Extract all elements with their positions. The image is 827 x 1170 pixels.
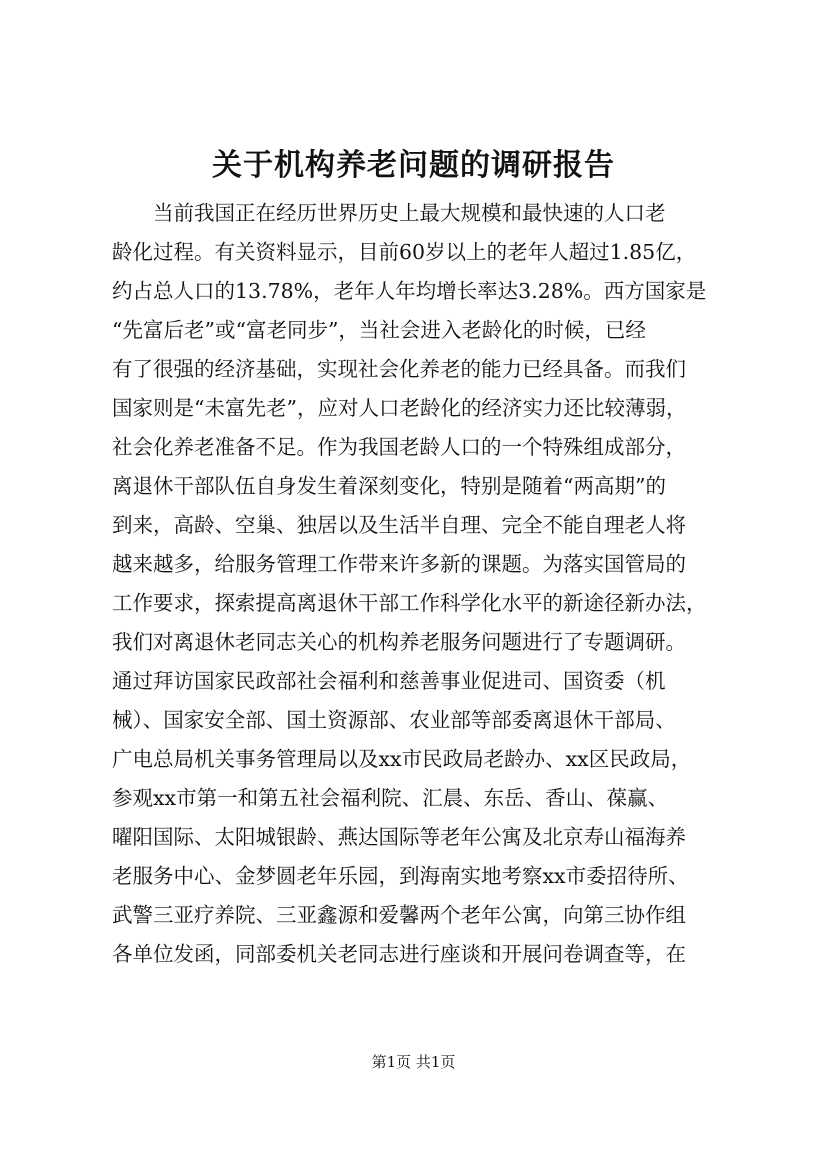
paragraph-line: 工作要求，探索提高离退休干部工作科学化水平的新途径新办法， xyxy=(112,591,707,615)
paragraph-line: 曜阳国际、太阳城银龄、燕达国际等老年公寓及北京寿山福海养 xyxy=(112,825,686,849)
paragraph-line: 龄化过程。有关资料显示，目前60岁以上的老年人超过1.85亿， xyxy=(112,240,697,264)
paragraph-line: 广电总局机关事务管理局以及xx市民政局老龄办、xx区民政局， xyxy=(112,747,692,771)
paragraph-line: 当前我国正在经历世界历史上最大规模和最快速的人口老 xyxy=(153,201,666,225)
page-number-footer: 第1页 共1页 xyxy=(371,1053,456,1071)
paragraph-line: 社会化养老准备不足。作为我国老龄人口的一个特殊组成部分， xyxy=(112,435,686,459)
paragraph-line: “先富后老”或“富老同步”，当社会进入老龄化的时候，已经 xyxy=(112,318,646,342)
paragraph-line: 到来，高龄、空巢、独居以及生活半自理、完全不能自理老人将 xyxy=(112,513,686,537)
paragraph-line: 老服务中心、金梦圆老年乐园，到海南实地考察xx市委招待所、 xyxy=(112,864,689,888)
paragraph-line: 越来越多，给服务管理工作带来许多新的课题。为落实国管局的 xyxy=(112,552,686,576)
paragraph-line: 武警三亚疗养院、三亚鑫源和爱馨两个老年公寓，向第三协作组 xyxy=(112,903,686,927)
paragraph-line: 参观xx市第一和第五社会福利院、汇晨、东岳、香山、葆赢、 xyxy=(112,786,669,810)
paragraph-line: 离退休干部队伍自身发生着深刻变化，特别是随着“两高期”的 xyxy=(112,474,666,498)
paragraph-line: 我们对离退休老同志关心的机构养老服务问题进行了专题调研。 xyxy=(112,630,686,654)
paragraph-line: 通过拜访国家民政部社会福利和慈善事业促进司、国资委（机 xyxy=(112,669,666,693)
paragraph-line: 约占总人口的13.78%，老年人年均增长率达3.28%。西方国家是 xyxy=(112,279,707,303)
paragraph-line: 国家则是“未富先老”，应对人口老龄化的经济实力还比较薄弱， xyxy=(112,396,687,420)
paragraph-line: 有了很强的经济基础，实现社会化养老的能力已经具备。而我们 xyxy=(112,357,686,381)
paragraph-line: 械）、国家安全部、国土资源部、农业部等部委离退休干部局、 xyxy=(112,708,676,732)
paragraph-line: 各单位发函，同部委机关老同志进行座谈和开展问卷调查等，在 xyxy=(112,942,686,966)
document-title: 关于机构养老问题的调研报告 xyxy=(212,148,615,183)
